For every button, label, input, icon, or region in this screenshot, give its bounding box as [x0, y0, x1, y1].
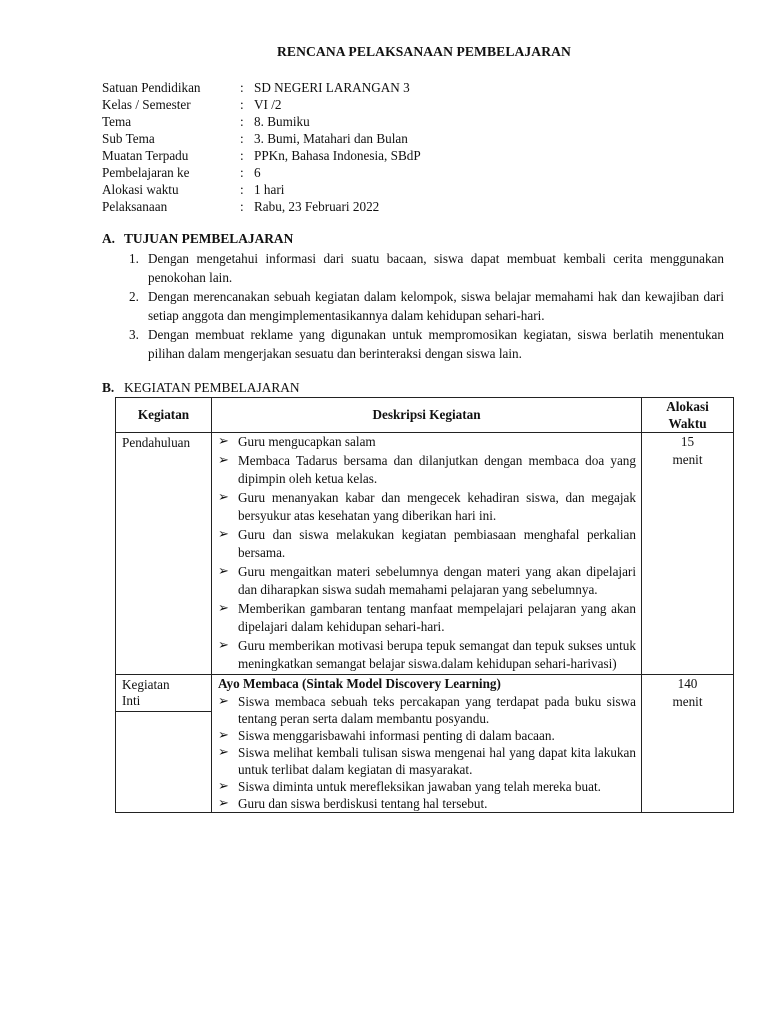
- info-row-kelas: [102, 96, 662, 113]
- header-kegiatan: Kegiatan: [116, 398, 212, 433]
- arrowhead-bullet-icon: ➢: [218, 778, 229, 794]
- info-row-subtema: [102, 130, 662, 147]
- info-row-muatan: [102, 147, 662, 164]
- header-alokasi-line-1: Alokasi: [666, 399, 709, 414]
- allocation-unit: menit: [672, 452, 703, 467]
- row-label-inti: [116, 674, 212, 812]
- arrowhead-bullet-icon: ➢: [218, 489, 229, 505]
- info-row-pembelajaran: [102, 164, 662, 181]
- list-item: [218, 600, 636, 637]
- info-row-alokasi: [102, 181, 662, 198]
- table-row-pendahuluan: [116, 433, 734, 675]
- objective-number: 1.: [129, 251, 139, 266]
- section-b-heading: [102, 380, 300, 396]
- header-deskripsi: Deskripsi Kegiatan: [212, 398, 642, 433]
- objective-text: Dengan merencanakan sebuah kegiatan dalam kelompok, siswa belajar memahami hak dan kewajiban dari setiap anggota dan mengimplementasikannya dalam kehidupan sehari-hari.: [148, 289, 724, 323]
- arrowhead-bullet-icon: ➢: [218, 693, 229, 709]
- info-row-satuan: [102, 79, 662, 96]
- info-colon: :: [240, 182, 244, 197]
- list-item: [218, 563, 636, 600]
- activity-text: Guru mengaitkan materi sebelumnya dengan materi yang akan dipelajari dan diharapkan siswa sudah memahami pelajaran yang sebelumnya.: [238, 563, 636, 597]
- allocation-value: 140: [677, 675, 698, 691]
- inti-description: [212, 674, 642, 812]
- section-title: KEGIATAN PEMBELAJARAN: [124, 380, 300, 395]
- header-alokasi-line-2: Waktu: [668, 416, 707, 431]
- info-value: 3. Bumi, Matahari dan Bulan: [254, 131, 408, 146]
- info-colon: :: [240, 131, 244, 146]
- arrowhead-bullet-icon: ➢: [218, 637, 229, 653]
- info-label: Satuan Pendidikan: [102, 80, 201, 95]
- objectives-list: [129, 249, 724, 363]
- list-item: [218, 744, 636, 778]
- list-item: [218, 637, 636, 674]
- activity-text: Siswa diminta untuk merefleksikan jawaban yang telah mereka buat.: [238, 778, 601, 794]
- info-colon: :: [240, 97, 244, 112]
- allocation-value: 15: [680, 434, 695, 449]
- arrowhead-bullet-icon: ➢: [218, 434, 229, 449]
- arrowhead-bullet-icon: ➢: [218, 526, 229, 542]
- row-label-line-1: Kegiatan: [122, 676, 170, 692]
- activity-text: Guru memberikan motivasi berupa tepuk semangat dan tepuk sukses untuk meningkatkan semangat belajar siswa.dalam kehidupan sehari-harivasi): [238, 637, 636, 671]
- header-alokasi: [642, 398, 734, 433]
- activity-text: Guru menanyakan kabar dan mengecek kehadiran siswa, dan megajak bersyukur atas kesehatan yang diberikan hari ini.: [238, 489, 636, 523]
- inti-allocation: [642, 674, 734, 812]
- info-value: 6: [254, 165, 261, 180]
- objective-number: 3.: [129, 327, 139, 342]
- list-item: [218, 452, 636, 489]
- objective-item: [129, 287, 724, 325]
- list-item: [218, 795, 636, 812]
- info-colon: :: [240, 199, 244, 214]
- info-label: Alokasi waktu: [102, 182, 179, 197]
- objective-number: 2.: [129, 289, 139, 304]
- activity-text: Guru mengucapkan salam: [238, 434, 376, 449]
- info-colon: :: [240, 165, 244, 180]
- info-row-tema: [102, 113, 662, 130]
- list-item: [218, 693, 636, 727]
- info-value: PPKn, Bahasa Indonesia, SBdP: [254, 148, 421, 163]
- arrowhead-bullet-icon: ➢: [218, 452, 229, 468]
- row-label-line-2: Inti: [122, 692, 141, 708]
- list-item: [218, 526, 636, 563]
- row-label-pendahuluan: Pendahuluan: [116, 433, 212, 675]
- list-item: [218, 489, 636, 526]
- document-title: RENCANA PELAKSANAAN PEMBELAJARAN: [277, 44, 571, 59]
- info-value: Rabu, 23 Februari 2022: [254, 199, 380, 214]
- info-value: SD NEGERI LARANGAN 3: [254, 80, 410, 95]
- info-label: Pelaksanaan: [102, 199, 168, 214]
- activity-text: Membaca Tadarus bersama dan dilanjutkan dengan membaca doa yang dipimpin oleh ketua kelas.: [238, 452, 636, 486]
- info-label: Sub Tema: [102, 131, 155, 146]
- info-colon: :: [240, 80, 244, 95]
- objective-text: Dengan membuat reklame yang digunakan untuk mempromosikan kegiatan, siswa berlatih menentukan pilihan dalam mengerjakan sesuatu dan berinteraksi dengan siswa lain.: [148, 327, 724, 361]
- list-item: [218, 433, 636, 452]
- activities-table: [115, 397, 734, 813]
- info-label: Muatan Terpadu: [102, 148, 189, 163]
- arrowhead-bullet-icon: ➢: [218, 563, 229, 579]
- info-label: Pembelajaran ke: [102, 165, 190, 180]
- identity-block: [102, 79, 662, 215]
- info-value: 8. Bumiku: [254, 114, 310, 129]
- info-row-pelaksanaan: [102, 198, 662, 215]
- info-label: Kelas / Semester: [102, 97, 191, 112]
- objective-text: Dengan mengetahui informasi dari suatu bacaan, siswa dapat membuat kembali cerita menggunakan penokohan lain.: [148, 251, 724, 285]
- pendahuluan-list: [212, 433, 641, 674]
- section-title: TUJUAN PEMBELAJARAN: [124, 231, 294, 246]
- section-a-heading: [102, 231, 293, 247]
- info-value: 1 hari: [254, 182, 285, 197]
- pendahuluan-allocation: [642, 433, 734, 675]
- inti-list: [212, 693, 641, 812]
- arrowhead-bullet-icon: ➢: [218, 600, 229, 616]
- arrowhead-bullet-icon: ➢: [218, 795, 229, 811]
- activity-text: Siswa membaca sebuah teks percakapan yang terdapat pada buku siswa tentang peran serta dalam membantu posyandu.: [238, 693, 636, 726]
- activity-text: Guru dan siswa berdiskusi tentang hal tersebut.: [238, 795, 488, 811]
- section-letter: B.: [102, 380, 115, 395]
- pendahuluan-description: [212, 433, 642, 675]
- section-letter: A.: [102, 231, 116, 246]
- arrowhead-bullet-icon: ➢: [218, 744, 229, 760]
- cell-divider: [116, 711, 211, 712]
- activity-text: Memberikan gambaran tentang manfaat mempelajari pelajaran yang akan dipelajari dalam kehidupan sehari-hari.: [238, 600, 636, 634]
- activity-text: Guru dan siswa melakukan kegiatan pembiasaan menghafal perkalian bersama.: [238, 526, 636, 560]
- list-item: [218, 778, 636, 795]
- allocation-unit: menit: [672, 693, 703, 709]
- activity-text: Siswa menggarisbawahi informasi penting di dalam bacaan.: [238, 727, 555, 743]
- arrowhead-bullet-icon: ➢: [218, 727, 229, 743]
- info-colon: :: [240, 148, 244, 163]
- activity-text: Siswa melihat kembali tulisan siswa mengenai hal yang dapat kita lakukan untuk terlibat dalam kegiatan di masyarakat.: [238, 744, 636, 777]
- objective-item: [129, 249, 724, 287]
- info-value: VI /2: [254, 97, 282, 112]
- objective-item: [129, 325, 724, 363]
- inti-subheading: Ayo Membaca (Sintak Model Discovery Learning): [218, 675, 501, 691]
- list-item: [218, 727, 636, 744]
- info-label: Tema: [102, 114, 132, 129]
- info-colon: :: [240, 114, 244, 129]
- table-row-inti: [116, 674, 734, 812]
- table-header-row: [116, 398, 734, 433]
